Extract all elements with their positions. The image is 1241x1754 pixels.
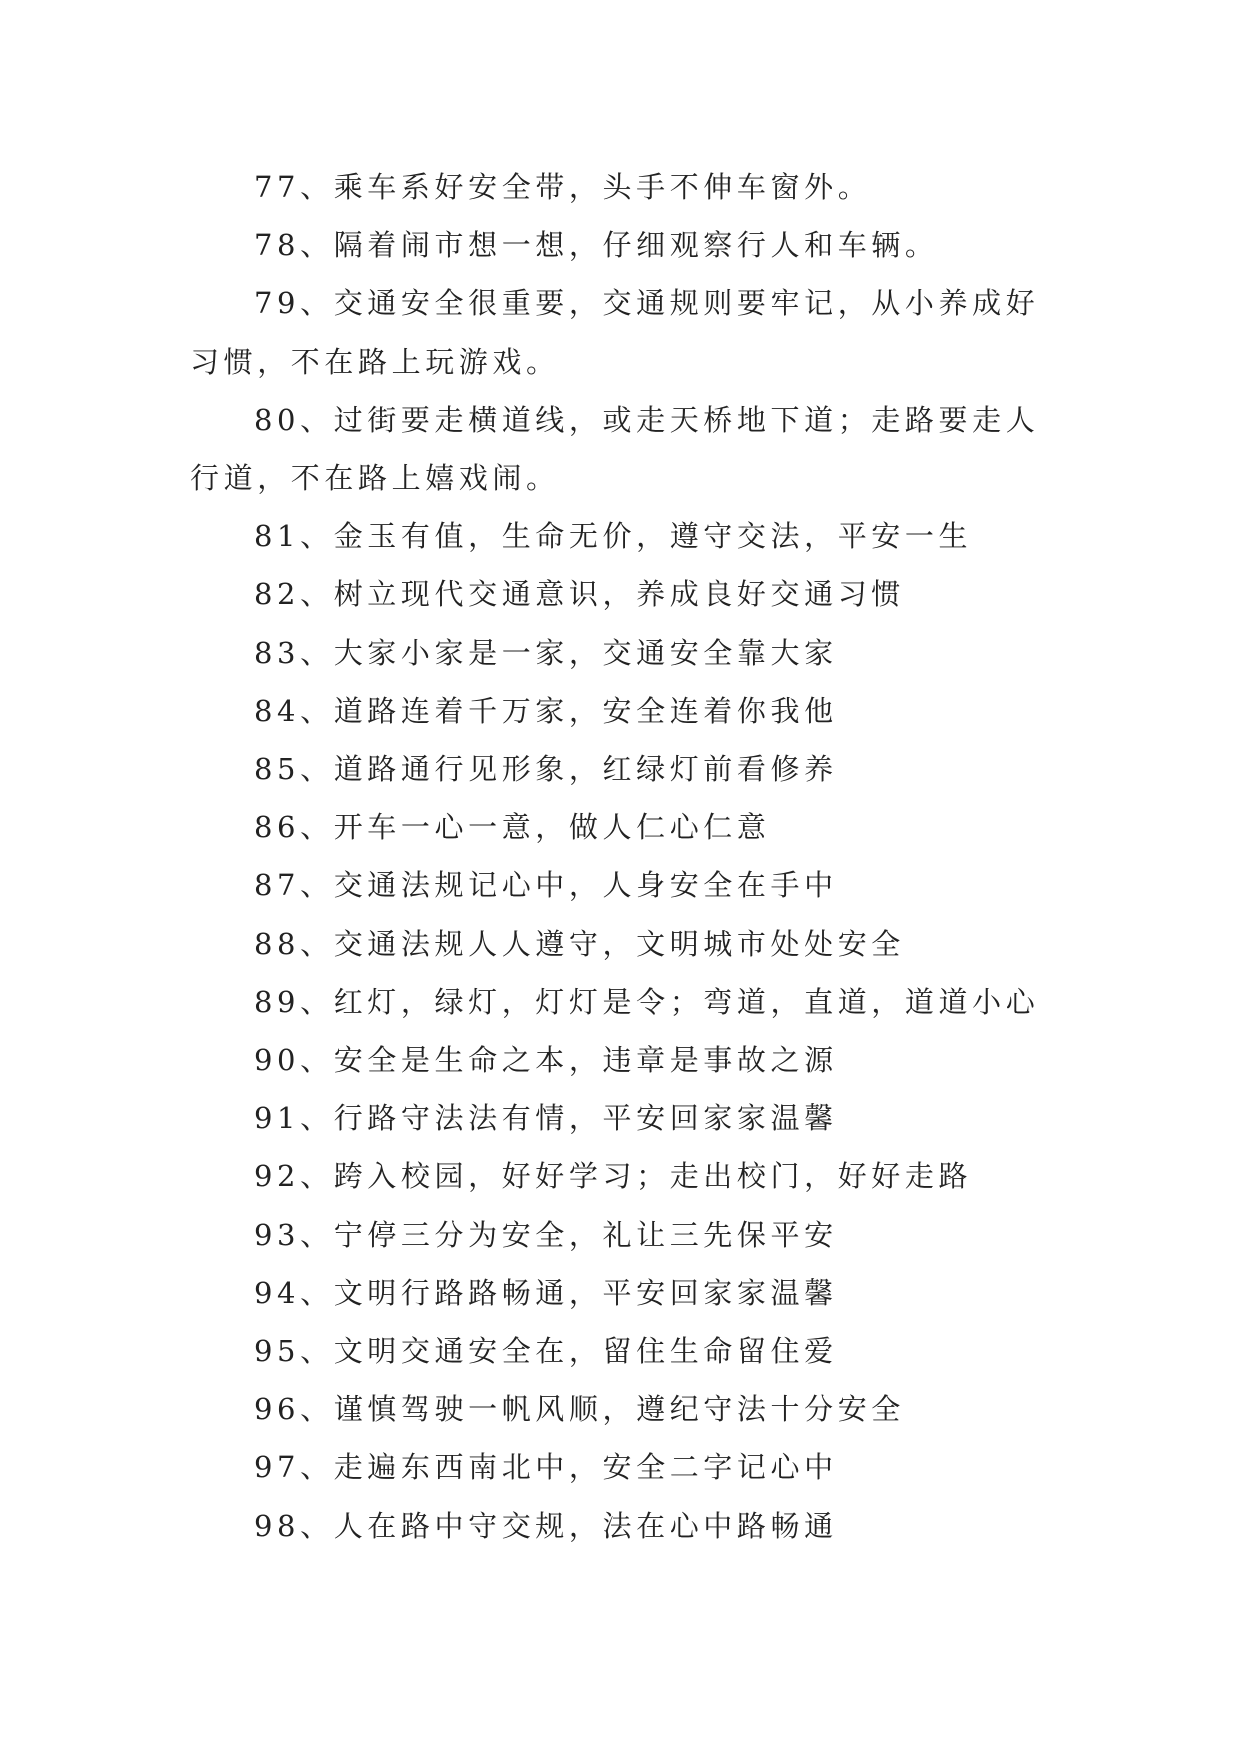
paragraph-93: 93、宁停三分为安全，礼让三先保平安 — [254, 1217, 838, 1252]
paragraph-92: 92、跨入校园，好好学习；走出校门，好好走路 — [254, 1159, 973, 1194]
paragraph-87: 87、交通法规记心中，人身安全在手中 — [254, 868, 838, 903]
paragraph-95: 95、文明交通安全在，留住生命留住爱 — [254, 1334, 838, 1369]
paragraph-97: 97、走遍东西南北中，安全二字记心中 — [254, 1450, 838, 1485]
paragraph-90: 90、安全是生命之本，违章是事故之源 — [254, 1043, 838, 1078]
paragraph-89: 89、红灯，绿灯，灯灯是令；弯道，直道，道道小心 — [254, 984, 1040, 1019]
paragraph-84: 84、道路连着千万家，安全连着你我他 — [254, 693, 838, 728]
document-body — [190, 158, 1070, 1555]
paragraph-82: 82、树立现代交通意识，养成良好交通习惯 — [254, 577, 905, 612]
paragraph-83: 83、大家小家是一家，交通安全靠大家 — [254, 635, 838, 670]
paragraph-85: 85、道路通行见形象，红绿灯前看修养 — [254, 752, 838, 787]
paragraph-88: 88、交通法规人人遵守，文明城市处处安全 — [254, 926, 905, 961]
paragraph-91: 91、行路守法法有情，平安回家家温馨 — [254, 1101, 838, 1136]
paragraph-78: 78、隔着闹市想一想，仔细观察行人和车辆。 — [254, 228, 939, 263]
paragraph-98: 98、人在路中守交规，法在心中路畅通 — [254, 1508, 838, 1543]
paragraph-77: 77、乘车系好安全带，头手不伸车窗外。 — [254, 170, 872, 204]
paragraph-96: 96、谨慎驾驶一帆风顺，遵纪守法十分安全 — [254, 1392, 905, 1427]
paragraph-86: 86、开车一心一意，做人仁心仁意 — [254, 810, 771, 845]
paragraph-94: 94、文明行路路畅通，平安回家家温馨 — [254, 1275, 838, 1310]
paragraph-79: 79、交通安全很重要，交通规则要牢记，从小养成好习惯，不在路上玩游戏。 — [190, 286, 1040, 379]
paragraph-80: 80、过街要走横道线，或走天桥地下道；走路要走人行道，不在路上嬉戏闹。 — [190, 402, 1040, 496]
paragraph-81: 81、金玉有值，生命无价，遵守交法，平安一生 — [254, 519, 973, 554]
